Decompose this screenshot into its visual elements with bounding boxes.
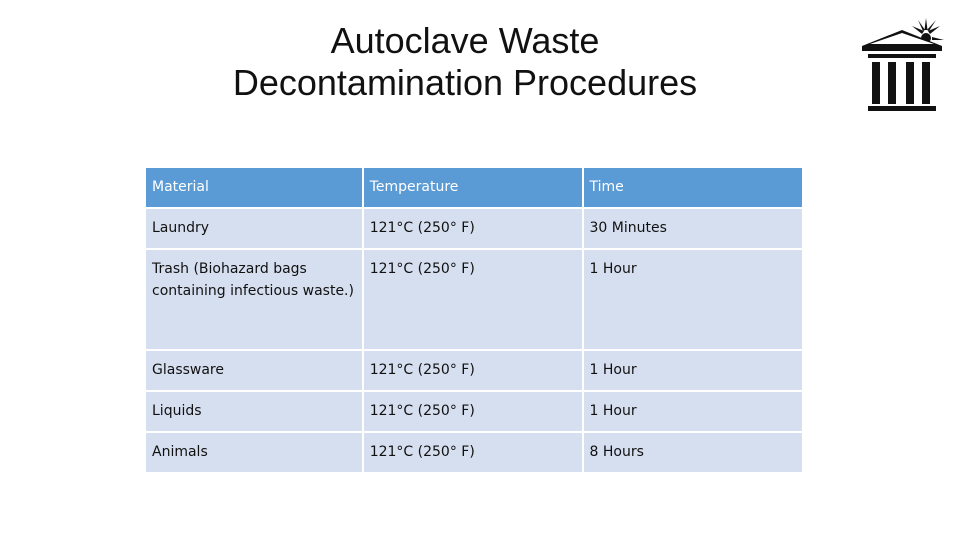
header-time: Time xyxy=(584,168,802,207)
table-row xyxy=(146,392,802,431)
cell-temperature: 121°C (250° F) xyxy=(364,209,582,248)
table-row xyxy=(146,351,802,390)
table-header-row xyxy=(146,168,802,207)
header-temperature: Temperature xyxy=(364,168,582,207)
cell-time: 1 Hour xyxy=(584,392,802,431)
cell-material: Trash (Biohazard bags containing infectious waste.) xyxy=(146,250,362,349)
cell-time: 1 Hour xyxy=(584,250,802,349)
cell-time: 30 Minutes xyxy=(584,209,802,248)
page-title xyxy=(140,20,790,104)
table-row xyxy=(146,250,802,349)
cell-temperature: 121°C (250° F) xyxy=(364,433,582,472)
cell-temperature: 121°C (250° F) xyxy=(364,250,582,349)
cell-temperature: 121°C (250° F) xyxy=(364,351,582,390)
cell-time: 8 Hours xyxy=(584,433,802,472)
table-row xyxy=(146,433,802,472)
page-title-line1: Autoclave Waste xyxy=(330,20,600,61)
cell-material: Laundry xyxy=(146,209,362,248)
page-title-line2: Decontamination Procedures xyxy=(232,62,698,103)
cell-material: Animals xyxy=(146,433,362,472)
table-row xyxy=(146,209,802,248)
cell-material: Glassware xyxy=(146,351,362,390)
institution-building-icon xyxy=(860,16,944,116)
cell-material: Liquids xyxy=(146,392,362,431)
header-material: Material xyxy=(146,168,362,207)
cell-temperature: 121°C (250° F) xyxy=(364,392,582,431)
cell-time: 1 Hour xyxy=(584,351,802,390)
procedures-table xyxy=(144,166,804,474)
